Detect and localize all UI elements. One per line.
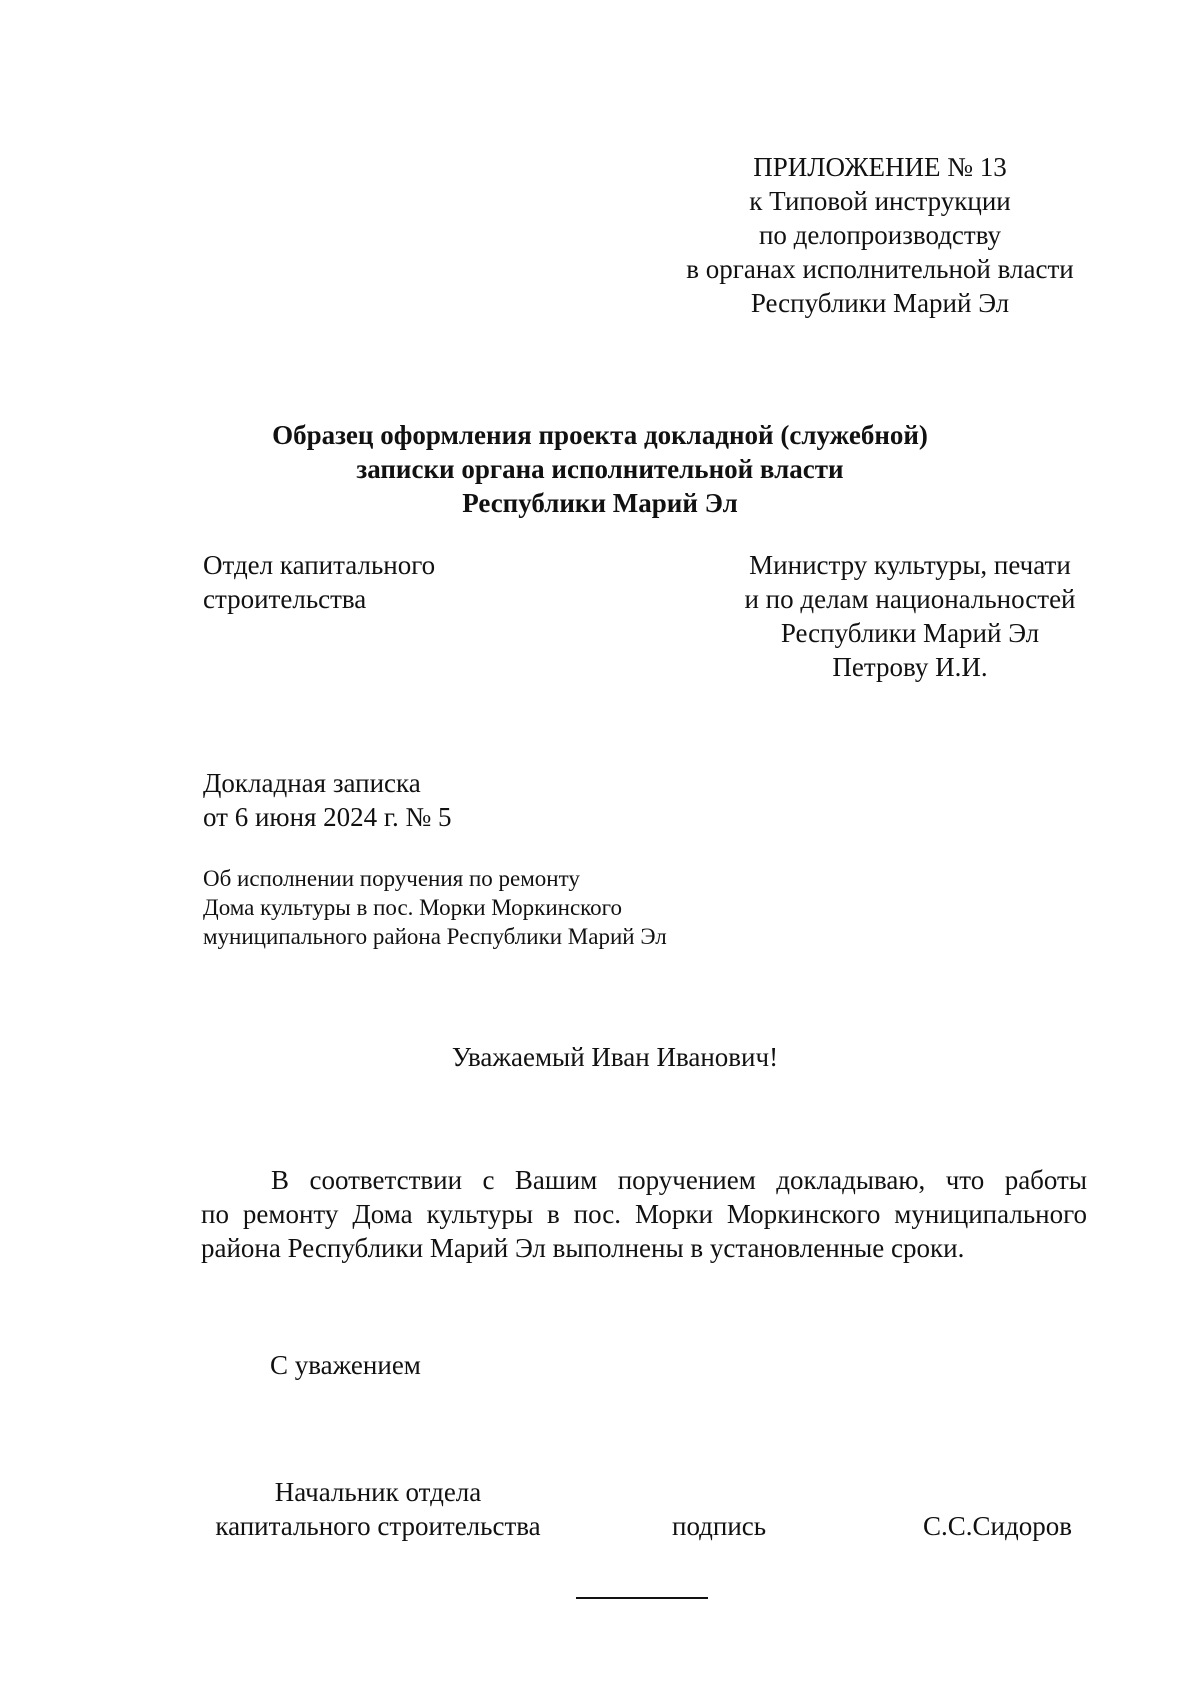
salutation-text: Уважаемый Иван Иванович! bbox=[451, 1042, 779, 1072]
salutation bbox=[0, 1040, 1200, 1074]
appendix-line: к Типовой инструкции bbox=[749, 186, 1011, 216]
closing bbox=[270, 1348, 421, 1382]
appendix-block bbox=[660, 150, 1100, 320]
sender-block bbox=[203, 548, 583, 616]
document-title bbox=[180, 418, 1020, 520]
body-line: В соответствии с Вашим поручением докладываю, что работы bbox=[271, 1165, 1087, 1195]
document-date-number: от 6 июня 2024 г. № 5 bbox=[203, 802, 452, 832]
signatory-position-line: Начальник отдела bbox=[274, 1477, 482, 1507]
body-line: района Республики Марий Эл выполнены в установленные сроки. bbox=[201, 1233, 965, 1263]
addressee-line: и по делам национальностей bbox=[744, 584, 1076, 614]
subject-line: Дома культуры в пос. Морки Моркинского bbox=[203, 895, 623, 920]
title-line: Республики Марий Эл bbox=[462, 488, 738, 518]
subject-line: Об исполнении поручения по ремонту bbox=[203, 866, 580, 891]
closing-text: С уважением bbox=[270, 1350, 421, 1380]
signature-label: подпись bbox=[672, 1511, 767, 1541]
signatory-position bbox=[198, 1475, 558, 1543]
subject-line: муниципального района Республики Марий Эл bbox=[203, 924, 667, 949]
sender-line: Отдел капитального bbox=[203, 550, 436, 580]
body-paragraph bbox=[201, 1163, 1087, 1265]
addressee-line: Петрову И.И. bbox=[832, 652, 988, 682]
title-line: записки органа исполнительной власти bbox=[356, 454, 844, 484]
signatory-position-line: капитального строительства bbox=[215, 1511, 541, 1541]
end-separator-line bbox=[576, 1597, 708, 1599]
title-line: Образец оформления проекта докладной (служебной) bbox=[272, 420, 928, 450]
addressee-block bbox=[720, 548, 1100, 684]
appendix-line: ПРИЛОЖЕНИЕ № 13 bbox=[753, 152, 1007, 182]
appendix-line: по делопроизводству bbox=[758, 220, 1002, 250]
sender-line: строительства bbox=[203, 584, 367, 614]
document-type: Докладная записка bbox=[203, 768, 421, 798]
appendix-line: в органах исполнительной власти bbox=[686, 254, 1074, 284]
body-line: по ремонту Дома культуры в пос. Морки Моркинского муниципального bbox=[201, 1199, 1087, 1229]
signatory-name: С.С.Сидоров bbox=[923, 1511, 1072, 1541]
document-meta bbox=[203, 766, 703, 834]
addressee-line: Республики Марий Эл bbox=[780, 618, 1040, 648]
subject-block bbox=[203, 864, 803, 951]
addressee-line: Министру культуры, печати bbox=[749, 550, 1071, 580]
appendix-line: Республики Марий Эл bbox=[750, 288, 1010, 318]
